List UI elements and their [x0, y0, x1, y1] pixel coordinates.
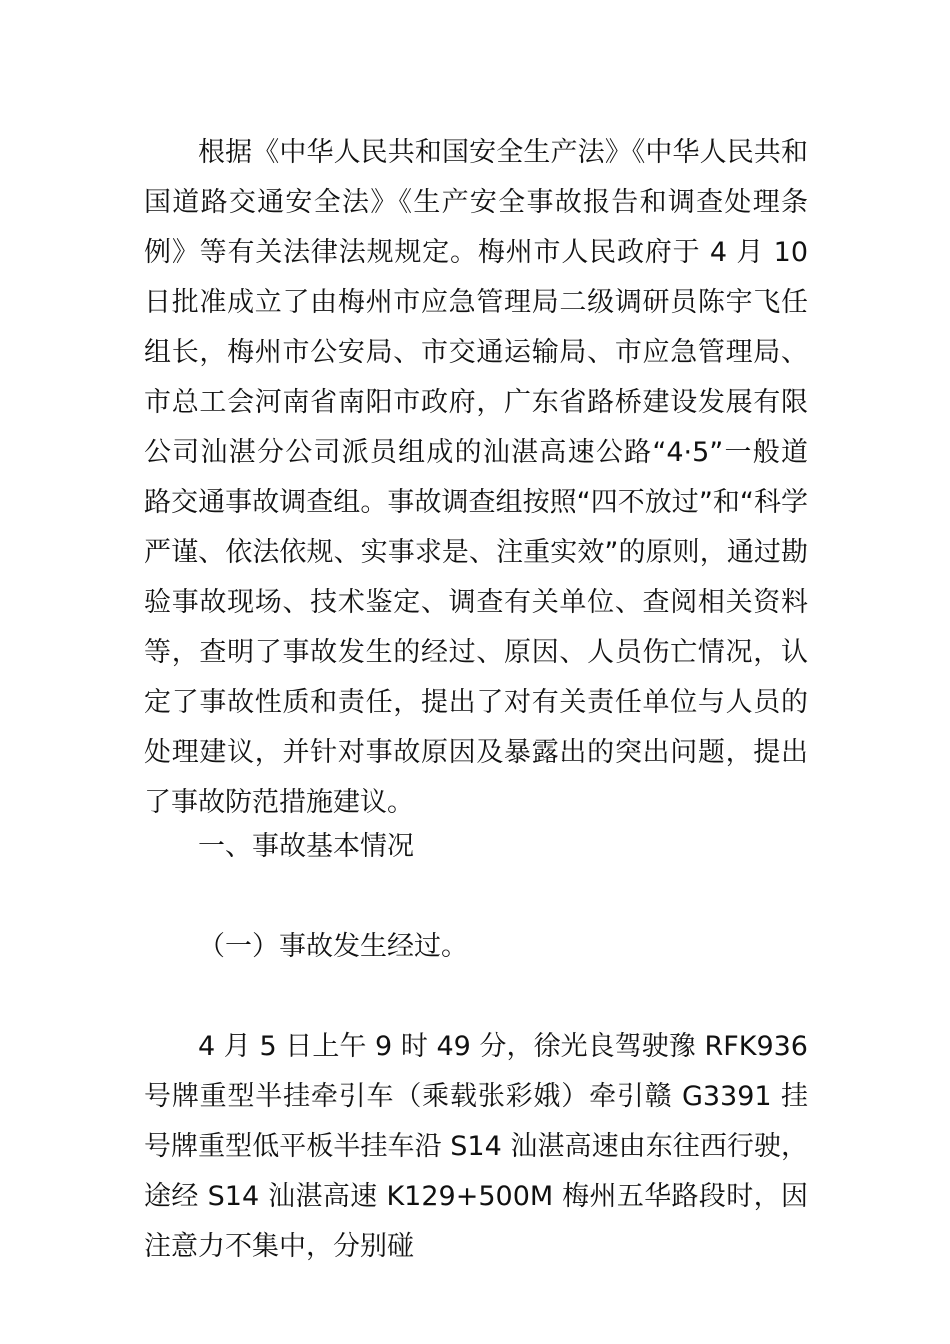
body-paragraph: 4 月 5 日上午 9 时 49 分，徐光良驾驶豫 RFK936 号牌重型半挂牵引车（乘载张彩娥）牵引赣 G3391 挂号牌重型低平板半挂车沿 S14 汕湛高速由东往西行驶，途经 S14 汕湛高速 K129+500M 梅州五华路段时，因注意力不集中，分别碰: [144, 1031, 808, 1262]
subsection-heading: （一）事故发生经过。: [198, 931, 468, 962]
section-heading: 一、事故基本情况: [198, 831, 414, 862]
intro-paragraph: 根据《中华人民共和国安全生产法》《中华人民共和国道路交通安全法》《生产安全事故报告和调查处理条例》等有关法律法规规定。梅州市人民政府于 4 月 10 日批准成立了由梅州市应急管理局二级调研员陈宇飞任组长，梅州市公安局、市交通运输局、市应急管理局、市总工会河南省南阳市政府，广东省路桥建设发展有限公司汕湛分公司派员组成的汕湛高速公路“4·5”一般道路交通事故调查组。事故调查组按照“四不放过”和“科学严谨、依法依规、实事求是、注重实效”的原则，通过勘验事故现场、技术鉴定、调查有关单位、查阅相关资料等，查明了事故发生的经过、原因、人员伤亡情况，认定了事故性质和责任，提出了对有关责任单位与人员的处理建议，并针对事故原因及暴露出的突出问题，提出了事故防范措施建议。: [144, 137, 808, 818]
